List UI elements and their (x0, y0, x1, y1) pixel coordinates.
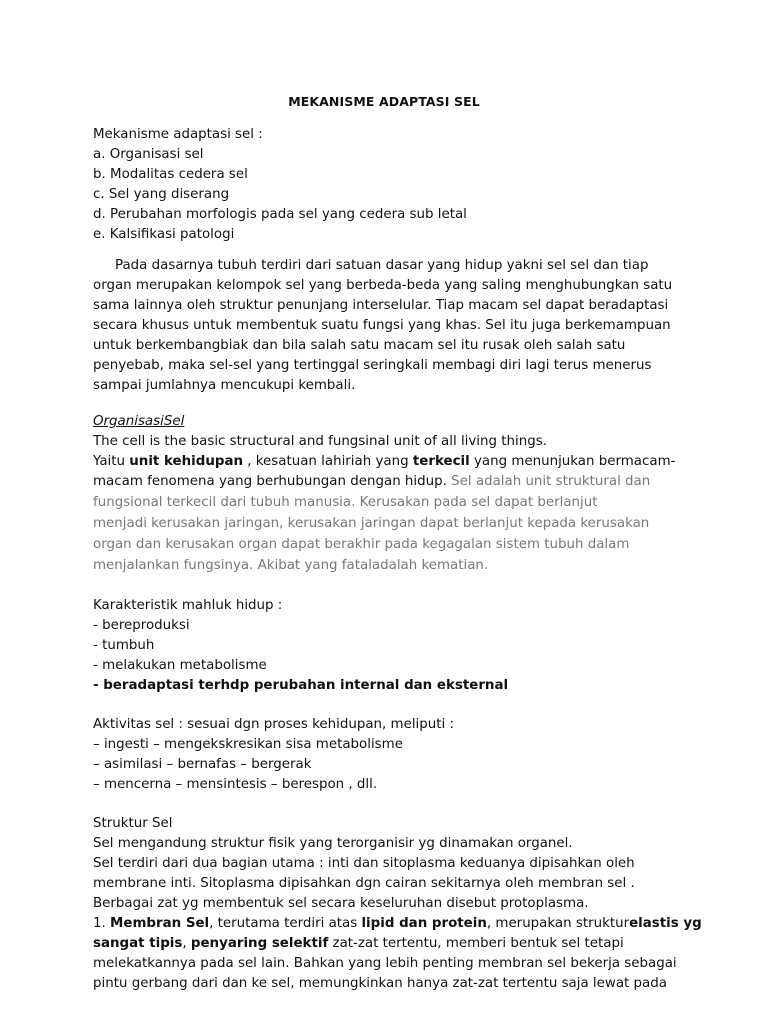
list-item: - tumbuh (93, 638, 155, 653)
gray-paragraph-line: fungsional terkecil dari tubuh manusia. Kerusakan pada sel dapat berlanjut (93, 495, 598, 510)
gray-paragraph-line: organ dan kerusakan organ dapat berakhir pada kegagalan sistem tubuh dalam (93, 537, 630, 552)
paragraph-line: Sel mengandung struktur fisik yang terorganisir yg dinamakan organel. (93, 836, 573, 851)
aktivitas-heading: Aktivitas sel : sesuai dgn proses kehidupan, meliputi : (93, 717, 454, 732)
bold-term: unit kehidupan (129, 454, 244, 469)
paragraph-line: secara khusus untuk membentuk suatu fungsi yang khas. Sel itu juga berkemampuan (93, 318, 671, 333)
gray-paragraph-line: menjadi kerusakan jaringan, kerusakan jaringan dapat berlanjut kepada kerusakan (93, 516, 650, 531)
page-title: MEKANISME ADAPTASI SEL (288, 94, 480, 109)
mekanisme-item: b. Modalitas cedera sel (93, 167, 248, 182)
paragraph-line (93, 472, 650, 492)
paragraph-line: Berbagai zat yg membentuk sel secara keseluruhan disebut protoplasma. (93, 896, 589, 911)
section-heading-organisasi: OrganisasiSel (93, 414, 185, 429)
bold-term: penyaring selektif (190, 936, 329, 951)
paragraph-line: sama lainnya oleh struktur penunjang interselular. Tiap macam sel dapat beradaptasi (93, 298, 669, 313)
list-item: - melakukan metabolisme (93, 658, 267, 673)
text-run: yang menunjukan bermacam- (469, 454, 676, 469)
list-item: – asimilasi – bernafas – bergerak (93, 757, 312, 772)
paragraph-line: Sel terdiri dari dua bagian utama : inti dan sitoplasma keduanya dipisahkan oleh (93, 856, 635, 871)
bold-term: terkecil (412, 454, 470, 469)
mekanisme-item: d. Perubahan morfologis pada sel yang cedera sub letal (93, 207, 467, 222)
gray-text-run: Sel adalah unit struktural dan (446, 474, 651, 489)
paragraph-line: Pada dasarnya tubuh terdiri dari satuan dasar yang hidup yakni sel sel dan tiap (115, 258, 649, 273)
text-run: 1. (93, 916, 111, 931)
karakteristik-heading: Karakteristik mahluk hidup : (93, 598, 283, 613)
gray-paragraph-line: menjalankan fungsinya. Akibat yang fataladalah kematian. (93, 558, 489, 573)
english-definition: The cell is the basic structural and fungsinal unit of all living things. (93, 434, 547, 449)
text-run: , kesatuan lahiriah yang (243, 454, 413, 469)
list-item: - bereproduksi (93, 618, 190, 633)
mekanisme-item: e. Kalsifikasi patologi (93, 227, 235, 242)
paragraph-line: membrane inti. Sitoplasma dipisahkan dgn cairan sekitarnya oleh membran sel . (93, 876, 635, 891)
struktur-heading: Struktur Sel (93, 816, 173, 831)
paragraph-line (93, 934, 624, 954)
bold-term: elastis yg (629, 916, 702, 931)
mekanisme-heading: Mekanisme adaptasi sel : (93, 127, 263, 142)
paragraph-line: melekatkannya pada sel lain. Bahkan yang lebih penting membran sel bekerja sebagai (93, 956, 677, 971)
list-item: – ingesti – mengekskresikan sisa metabolisme (93, 737, 403, 752)
paragraph-line: sampai jumlahnya mencukupi kembali. (93, 378, 356, 393)
text-run: macam fenomena yang berhubungan dengan hidup. (93, 474, 447, 489)
list-item-bold: - beradaptasi terhdp perubahan internal dan eksternal (93, 678, 509, 693)
text-run: , terutama terdiri atas (209, 916, 362, 931)
paragraph-line: pintu gerbang dari dan ke sel, memungkinkan hanya zat-zat tertentu saja lewat pada (93, 976, 667, 991)
mekanisme-item: a. Organisasi sel (93, 147, 204, 162)
paragraph-line (93, 452, 675, 472)
text-run: zat-zat tertentu, memberi bentuk sel tetapi (328, 936, 624, 951)
list-item: – mencerna – mensintesis – berespon , dll. (93, 777, 378, 792)
paragraph-line: untuk berkembangbiak dan bila salah satu macam sel itu rusak oleh salah satu (93, 338, 626, 353)
bold-term: lipid dan protein (361, 916, 487, 931)
mekanisme-item: c. Sel yang diserang (93, 187, 230, 202)
paragraph-line: organ merupakan kelompok sel yang berbeda-beda yang saling menghubungkan satu (93, 278, 673, 293)
bold-term: Membran Sel (110, 916, 210, 931)
text-run: , (182, 936, 191, 951)
text-run: , merupakan struktur (486, 916, 630, 931)
paragraph-line (93, 914, 702, 934)
paragraph-line: penyebab, maka sel-sel yang tertinggal seringkali membagi diri lagi terus menerus (93, 358, 652, 373)
text-run: Yaitu (93, 454, 130, 469)
bold-term: sangat tipis (93, 936, 183, 951)
